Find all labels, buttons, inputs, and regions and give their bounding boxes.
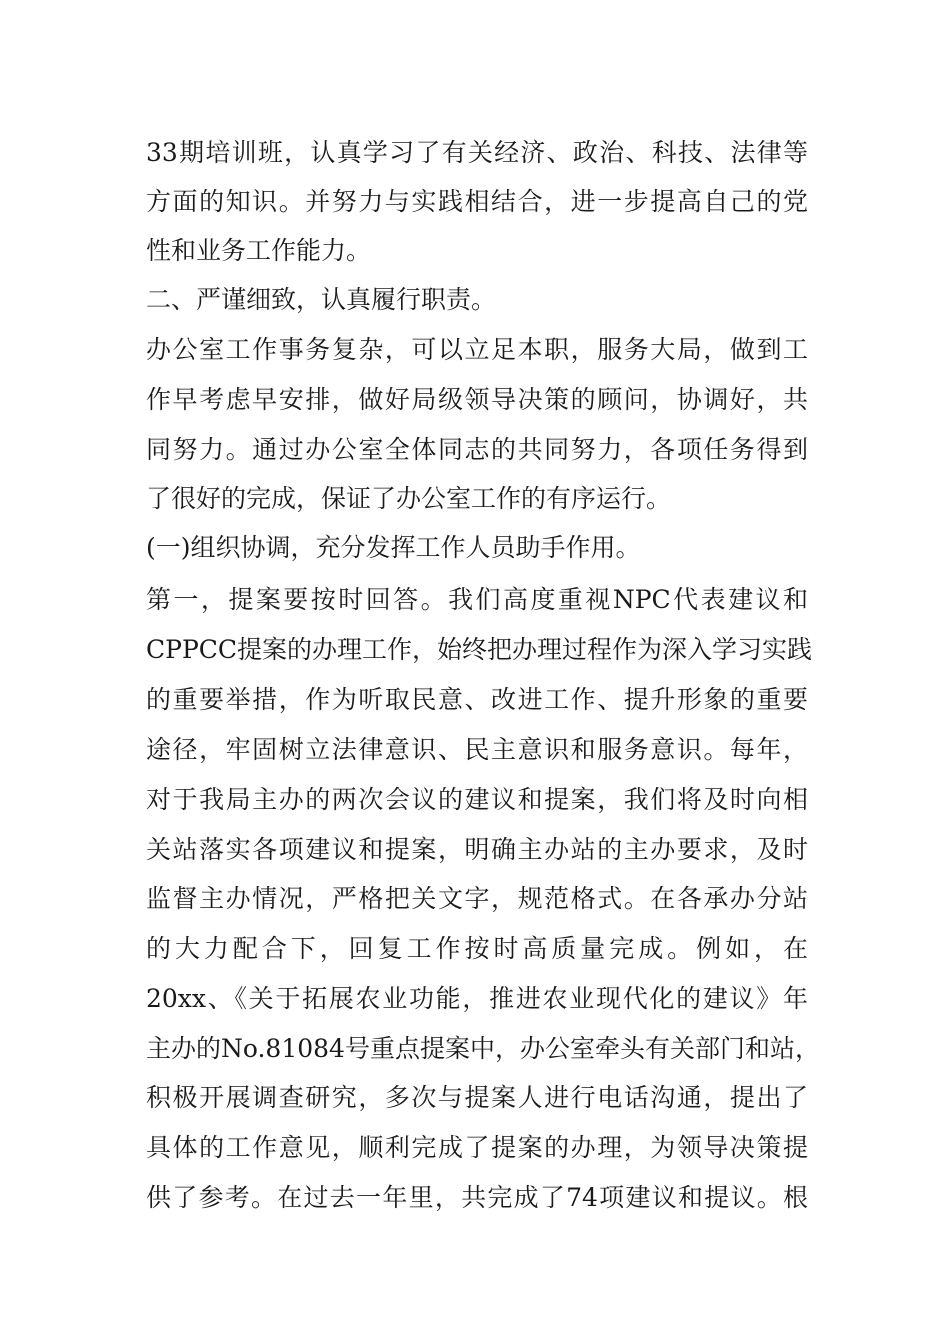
paragraph-line: 的重要举措，作为听取民意、改进工作、提升形象的重要 xyxy=(146,685,808,714)
paragraph-line: 33期培训班，认真学习了有关经济、政治、科技、法律等 xyxy=(146,138,808,167)
paragraph-line: 20xx、《关于拓展农业功能，推进农业现代化的建议》年 xyxy=(146,984,808,1013)
paragraph-line: 性和业务工作能力。 xyxy=(146,236,372,265)
paragraph-line: 了很好的完成，保证了办公室工作的有序运行。 xyxy=(146,484,672,513)
paragraph-line: 供了参考。在过去一年里，共完成了74项建议和提议。根 xyxy=(146,1183,808,1212)
paragraph-line: 途径，牢固树立法律意识、民主意识和服务意识。每年， xyxy=(146,735,808,764)
paragraph-line: 关站落实各项建议和提案，明确主办站的主办要求，及时 xyxy=(146,835,808,864)
paragraph-line: 对于我局主办的两次会议的建议和提案，我们将及时向相 xyxy=(146,785,808,814)
paragraph-line: 办公室工作事务复杂，可以立足本职，服务大局，做到工 xyxy=(146,335,808,364)
paragraph-line: 积极开展调查研究，多次与提案人进行电话沟通，提出了 xyxy=(146,1083,808,1112)
paragraph-line: CPPCC提案的办理工作，始终把办理过程作为深入学习实践 xyxy=(146,635,813,664)
paragraph-line: 同努力。通过办公室全体同志的共同努力，各项任务得到 xyxy=(146,435,808,464)
paragraph-line: 方面的知识。并努力与实践相结合，进一步提高自己的党 xyxy=(146,187,808,216)
paragraph-line: 作早考虑早安排，做好局级领导决策的顾问，协调好，共 xyxy=(146,385,808,414)
paragraph-line: 第一，提案要按时回答。我们高度重视NPC代表建议和 xyxy=(146,585,808,614)
paragraph-line: 主办的No.81084号重点提案中，办公室牵头有关部门和站， xyxy=(146,1034,820,1063)
paragraph-line: 具体的工作意见，顺利完成了提案的办理，为领导决策提 xyxy=(146,1133,808,1162)
paragraph-line: 的大力配合下，回复工作按时高质量完成。例如，在 xyxy=(146,934,808,963)
section-heading: 二、严谨细致，认真履行职责。 xyxy=(146,285,497,314)
paragraph-line: 监督主办情况，严格把关文字，规范格式。在各承办分站 xyxy=(146,884,808,913)
subsection-heading: (一)组织协调，充分发挥工作人员助手作用。 xyxy=(146,533,641,562)
